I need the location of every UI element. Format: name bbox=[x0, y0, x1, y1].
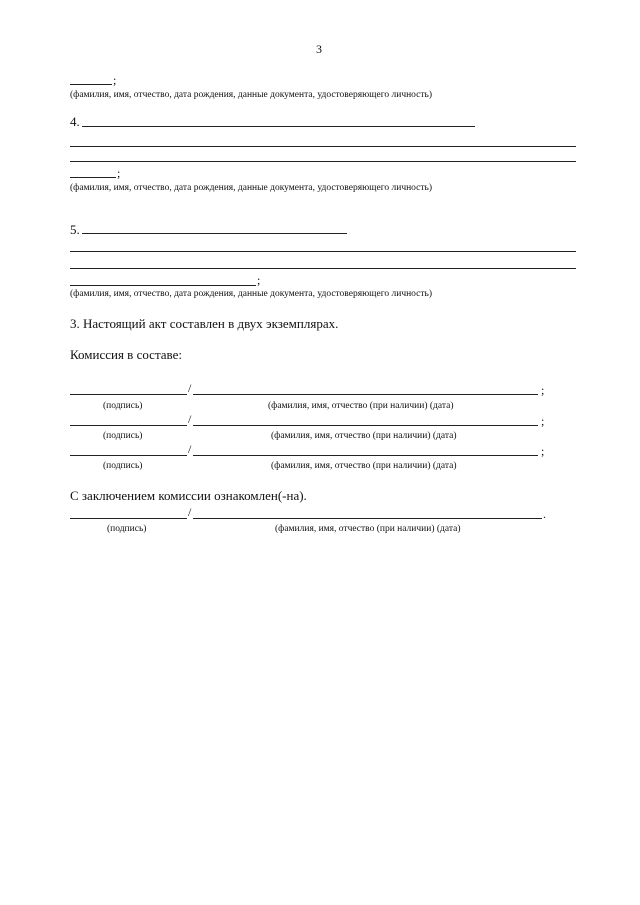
semicolon: ; bbox=[541, 383, 545, 397]
name-date-caption: (фамилия, имя, отчество (при наличии) (дата) bbox=[275, 524, 461, 534]
item-4-number: 4. bbox=[70, 114, 80, 129]
fill-line bbox=[70, 161, 576, 162]
signature-caption: (подпись) bbox=[107, 524, 147, 534]
period: . bbox=[543, 507, 546, 521]
fill-line bbox=[70, 84, 112, 85]
fill-line bbox=[70, 268, 576, 269]
fill-line bbox=[70, 146, 576, 147]
fill-line bbox=[82, 233, 347, 234]
clause-3: 3. Настоящий акт составлен в двух экземплярах. bbox=[70, 316, 339, 331]
separator-slash: / bbox=[188, 505, 192, 519]
name-date-caption: (фамилия, имя, отчество (при наличии) (дата) bbox=[268, 401, 454, 411]
name-date-line bbox=[193, 425, 538, 426]
signature-line bbox=[70, 425, 187, 426]
signature-caption: (подпись) bbox=[103, 401, 143, 411]
page-number: 3 bbox=[316, 42, 322, 56]
separator-slash: / bbox=[188, 442, 192, 456]
fill-line bbox=[70, 285, 256, 286]
semicolon: ; bbox=[541, 444, 545, 458]
name-date-line bbox=[193, 394, 538, 395]
signature-line bbox=[70, 394, 187, 395]
acquainted-heading: С заключением комиссии ознакомлен(-на). bbox=[70, 488, 307, 503]
signature-caption: (подпись) bbox=[103, 461, 143, 471]
semicolon: ; bbox=[117, 166, 121, 180]
signature-line bbox=[70, 455, 187, 456]
fill-line bbox=[70, 177, 116, 178]
person-caption: (фамилия, имя, отчество, дата рождения, данные документа, удостоверяющего личность) bbox=[70, 289, 433, 299]
name-date-caption: (фамилия, имя, отчество (при наличии) (дата) bbox=[271, 461, 457, 471]
name-date-line bbox=[193, 455, 538, 456]
fill-line bbox=[70, 251, 576, 252]
person-caption: (фамилия, имя, отчество, дата рождения, данные документа, удостоверяющего личность) bbox=[70, 90, 433, 100]
item-5-number: 5. bbox=[70, 222, 80, 237]
semicolon: ; bbox=[113, 73, 117, 87]
name-date-line bbox=[193, 518, 542, 519]
person-caption: (фамилия, имя, отчество, дата рождения, данные документа, удостоверяющего личность) bbox=[70, 183, 433, 193]
signature-caption: (подпись) bbox=[103, 431, 143, 441]
semicolon: ; bbox=[541, 414, 545, 428]
signature-line bbox=[70, 518, 187, 519]
semicolon: ; bbox=[257, 273, 261, 287]
separator-slash: / bbox=[188, 412, 192, 426]
fill-line bbox=[82, 126, 475, 127]
name-date-caption: (фамилия, имя, отчество (при наличии) (дата) bbox=[271, 431, 457, 441]
commission-heading: Комиссия в составе: bbox=[70, 347, 182, 362]
separator-slash: / bbox=[188, 381, 192, 395]
